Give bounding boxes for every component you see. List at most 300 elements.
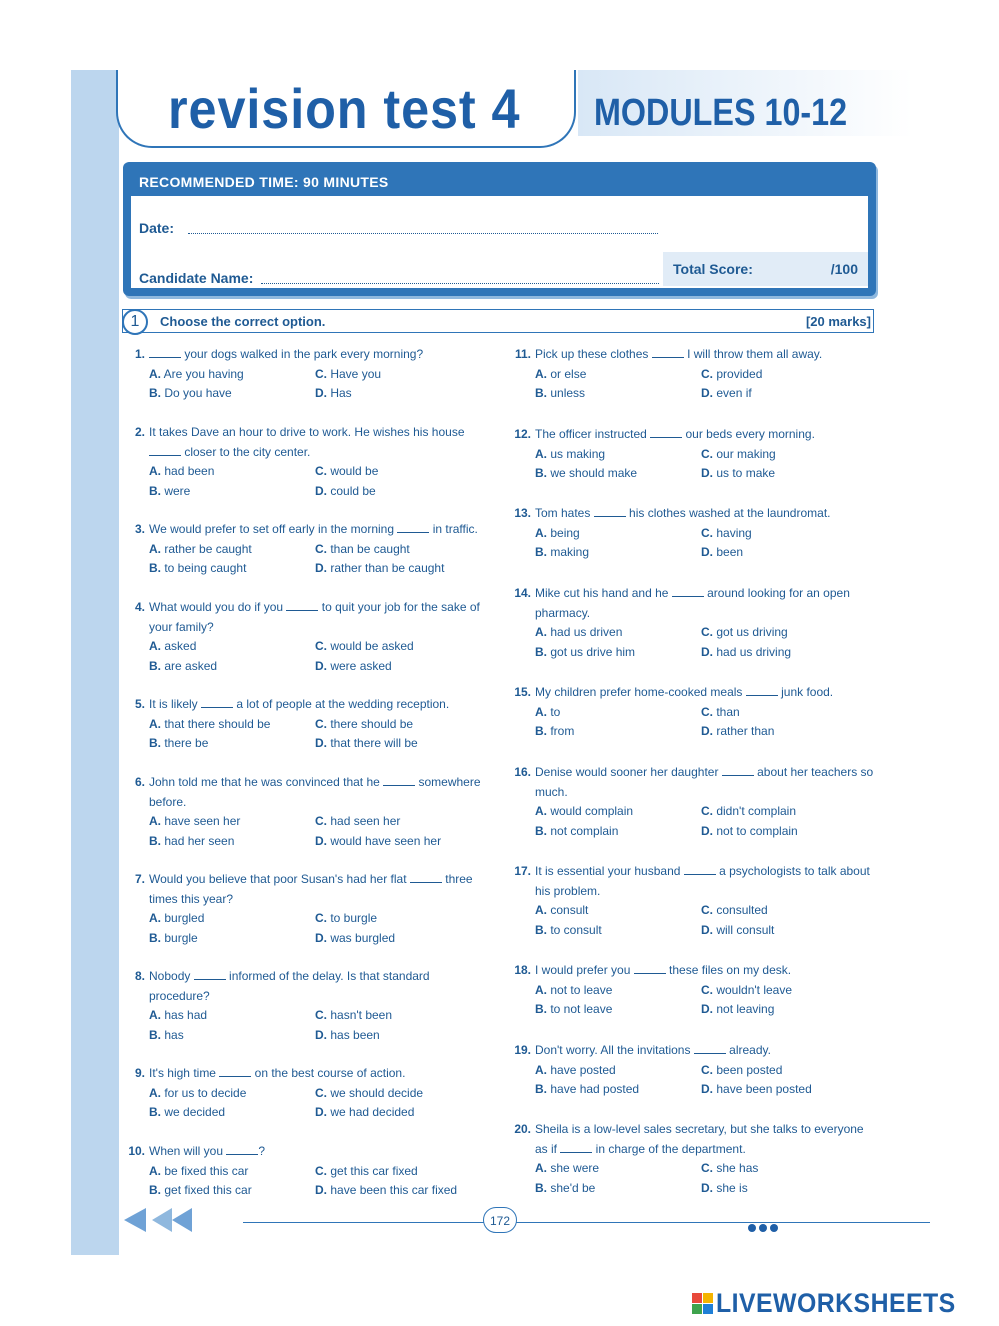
option-c[interactable] xyxy=(701,703,881,723)
option-text: from xyxy=(550,724,575,738)
question-stem xyxy=(535,584,875,623)
option-d[interactable] xyxy=(701,384,881,404)
answer-blank[interactable] xyxy=(746,686,778,696)
option-text: to not leave xyxy=(550,1002,613,1016)
stem-text-after: in traffic. xyxy=(429,522,478,536)
option-text: to xyxy=(550,704,561,719)
answer-blank[interactable] xyxy=(397,523,429,533)
stem-text-before: Nobody xyxy=(149,969,194,983)
option-d[interactable] xyxy=(701,722,881,742)
stem-text-after: your dogs walked in the park every morning? xyxy=(181,347,424,361)
option-c[interactable] xyxy=(701,524,881,544)
option-c[interactable] xyxy=(701,1061,881,1081)
option-a[interactable] xyxy=(149,1084,315,1104)
option-letter: D. xyxy=(701,823,713,838)
option-c[interactable] xyxy=(701,623,881,643)
option-text: had been xyxy=(164,464,215,478)
option-text: burgled xyxy=(164,911,205,925)
option-text: there should be xyxy=(330,716,414,731)
option-b[interactable] xyxy=(149,1181,315,1201)
option-letter: D. xyxy=(315,833,327,848)
options-grid xyxy=(535,1061,881,1100)
question-number: 10. xyxy=(128,1144,145,1158)
option-letter: B. xyxy=(149,561,161,575)
option-c[interactable] xyxy=(315,1006,495,1026)
question-2 xyxy=(134,423,495,501)
option-text: would be asked xyxy=(330,639,414,653)
question-number: 1. xyxy=(134,347,145,361)
question-number: 4. xyxy=(134,600,145,614)
options-grid xyxy=(535,802,881,841)
option-d[interactable] xyxy=(701,1179,881,1199)
answer-blank[interactable] xyxy=(226,1145,258,1155)
option-letter: C. xyxy=(315,911,327,925)
candidate-name-field[interactable] xyxy=(261,283,659,284)
question-12 xyxy=(514,425,881,484)
answer-blank[interactable] xyxy=(383,776,415,786)
question-stem xyxy=(149,598,489,637)
option-letter: C. xyxy=(315,1008,327,1022)
option-c[interactable] xyxy=(315,812,495,832)
stem-text-before: Mike cut his hand and he xyxy=(535,586,672,600)
option-text: would have seen her xyxy=(330,833,442,848)
question-20 xyxy=(514,1120,881,1198)
option-b[interactable] xyxy=(535,643,701,663)
option-d[interactable] xyxy=(315,929,495,949)
option-d[interactable] xyxy=(701,1080,881,1100)
option-text: that there should be xyxy=(164,716,271,731)
option-a[interactable] xyxy=(149,715,315,735)
option-text: get this car fixed xyxy=(330,1163,418,1178)
option-letter: D. xyxy=(701,922,713,937)
option-d[interactable] xyxy=(315,482,495,502)
stem-text-after: informed of the delay. Is that standard procedure? xyxy=(149,969,430,1003)
option-b[interactable] xyxy=(535,384,701,404)
option-a[interactable] xyxy=(149,1006,315,1026)
stem-text-before: It's high time xyxy=(149,1066,220,1080)
stem-text-before: Denise would sooner her daughter xyxy=(535,765,722,779)
option-letter: B. xyxy=(149,658,161,673)
options-grid xyxy=(149,909,495,948)
stem-text-after: about her teachers so much. xyxy=(535,765,874,799)
option-text: had seen her xyxy=(330,814,401,828)
option-letter: B. xyxy=(149,1027,161,1042)
option-a[interactable] xyxy=(149,812,315,832)
option-b[interactable] xyxy=(149,1103,315,1123)
option-text: not to leave xyxy=(550,982,613,997)
option-d[interactable] xyxy=(315,1103,495,1123)
modules-label: MODULES 10-12 xyxy=(594,92,848,134)
option-text: has been xyxy=(330,1027,380,1042)
option-b[interactable] xyxy=(535,543,701,563)
question-19 xyxy=(514,1041,881,1100)
option-letter: D. xyxy=(315,1027,327,1042)
answer-blank[interactable] xyxy=(410,873,442,883)
options-grid xyxy=(149,1006,495,1045)
option-c[interactable] xyxy=(701,1159,881,1179)
logo-squares-icon xyxy=(692,1293,713,1314)
option-text: could be xyxy=(330,483,376,498)
option-b[interactable] xyxy=(535,822,701,842)
option-letter: B. xyxy=(535,922,547,937)
answer-blank[interactable] xyxy=(201,698,233,708)
question-stem xyxy=(149,520,489,540)
option-a[interactable] xyxy=(535,365,701,385)
option-text: was burgled xyxy=(330,930,396,945)
question-stem xyxy=(535,862,875,901)
question-stem xyxy=(535,345,875,365)
options-grid xyxy=(535,981,881,1020)
question-18 xyxy=(514,961,881,1020)
answer-blank[interactable] xyxy=(219,1067,251,1077)
stem-text-before: It takes Dave an hour to drive to work. He wishes his house xyxy=(149,425,465,439)
section-instruction: Choose the correct option. xyxy=(160,314,326,329)
question-stem xyxy=(535,763,875,802)
option-d[interactable] xyxy=(701,921,881,941)
option-b[interactable] xyxy=(149,832,315,852)
question-stem xyxy=(149,967,489,1006)
option-letter: D. xyxy=(701,1180,713,1195)
option-letter: C. xyxy=(701,625,713,639)
option-text: have had posted xyxy=(550,1082,640,1096)
option-c[interactable] xyxy=(315,715,495,735)
option-text: consulted xyxy=(716,903,768,917)
option-c[interactable] xyxy=(701,981,881,1001)
option-letter: C. xyxy=(315,716,327,731)
option-letter: A. xyxy=(149,366,161,381)
option-text: rather than be caught xyxy=(330,561,445,575)
option-b[interactable] xyxy=(149,482,315,502)
back-arrows-icon xyxy=(122,1206,202,1234)
option-letter: B. xyxy=(535,1002,547,1016)
option-d[interactable] xyxy=(315,559,495,579)
question-7 xyxy=(134,870,495,948)
option-b[interactable] xyxy=(149,929,315,949)
answer-blank[interactable] xyxy=(194,970,226,980)
option-text: us making xyxy=(550,446,606,461)
option-letter: C. xyxy=(315,639,327,653)
options-grid xyxy=(535,1159,881,1198)
option-letter: C. xyxy=(701,366,713,381)
option-letter: C. xyxy=(315,541,327,556)
option-letter: A. xyxy=(149,716,161,731)
option-text: burgle xyxy=(164,930,198,945)
stem-text-after: his clothes washed at the laundromat. xyxy=(625,506,831,520)
option-d[interactable] xyxy=(315,1181,495,1201)
option-text: us to make xyxy=(716,466,776,480)
option-text: she'd be xyxy=(550,1180,596,1195)
option-letter: B. xyxy=(535,466,547,480)
options-grid xyxy=(535,703,881,742)
option-text: to consult xyxy=(550,922,602,937)
question-14 xyxy=(514,584,881,662)
option-a[interactable] xyxy=(149,462,315,482)
answer-blank[interactable] xyxy=(652,348,684,358)
option-d[interactable] xyxy=(701,543,881,563)
option-letter: B. xyxy=(149,1105,161,1119)
option-text: get fixed this car xyxy=(164,1183,252,1197)
option-text: there be xyxy=(164,736,209,750)
question-number: 15. xyxy=(514,685,531,699)
option-d[interactable] xyxy=(701,822,881,842)
option-text: Are you having xyxy=(163,366,244,381)
stem-text-before: It is likely xyxy=(149,697,202,711)
stem-text-after: in charge of the department. xyxy=(592,1141,746,1156)
option-a[interactable] xyxy=(535,623,701,643)
option-text: were xyxy=(164,483,191,498)
option-letter: D. xyxy=(315,1105,327,1119)
option-a[interactable] xyxy=(149,540,315,560)
option-text: that there will be xyxy=(330,736,418,750)
question-stem xyxy=(535,425,875,445)
option-letter: D. xyxy=(315,561,327,575)
option-letter: B. xyxy=(535,545,547,559)
option-letter: C. xyxy=(701,903,713,917)
option-b[interactable] xyxy=(149,384,315,404)
question-number: 14. xyxy=(514,586,531,600)
answer-blank[interactable] xyxy=(149,348,181,358)
option-letter: D. xyxy=(701,545,713,559)
option-text: had her seen xyxy=(164,833,235,848)
question-17 xyxy=(514,862,881,940)
question-1 xyxy=(134,345,495,404)
stem-text-after: already. xyxy=(725,1043,771,1057)
stem-text-before: Don't worry. All the invitations xyxy=(535,1043,694,1057)
answer-blank[interactable] xyxy=(694,1044,726,1054)
options-grid xyxy=(149,540,495,579)
answer-blank[interactable] xyxy=(722,766,754,776)
option-b[interactable] xyxy=(149,734,315,754)
option-text: than be caught xyxy=(330,541,410,556)
option-b[interactable] xyxy=(535,1000,701,1020)
answer-blank[interactable] xyxy=(650,428,682,438)
option-a[interactable] xyxy=(535,703,701,723)
option-text: been xyxy=(716,545,744,559)
question-3 xyxy=(134,520,495,579)
option-letter: D. xyxy=(701,644,713,659)
question-stem xyxy=(149,695,489,715)
page-number: 172 xyxy=(483,1207,517,1233)
option-letter: C. xyxy=(701,982,713,997)
option-b[interactable] xyxy=(535,1179,701,1199)
option-text: didn't complain xyxy=(716,804,797,818)
stem-text-after: I will throw them all away. xyxy=(683,347,823,361)
option-letter: A. xyxy=(535,366,547,381)
option-a[interactable] xyxy=(149,365,315,385)
option-text: had us driving xyxy=(716,644,792,659)
option-letter: C. xyxy=(315,366,327,381)
option-text: have been posted xyxy=(716,1082,812,1096)
question-10 xyxy=(128,1142,495,1201)
option-a[interactable] xyxy=(535,1061,701,1081)
option-d[interactable] xyxy=(701,1000,881,1020)
question-number: 17. xyxy=(514,864,531,878)
option-a[interactable] xyxy=(149,637,315,657)
option-letter: A. xyxy=(535,525,547,540)
left-sidebar-stripe xyxy=(71,70,119,1255)
stem-text-before: The officer instructed xyxy=(535,427,651,441)
option-c[interactable] xyxy=(701,365,881,385)
option-a[interactable] xyxy=(535,445,701,465)
option-text: we should decide xyxy=(330,1085,424,1100)
option-c[interactable] xyxy=(315,637,495,657)
stem-text-after: closer to the city center. xyxy=(181,444,311,459)
option-letter: C. xyxy=(701,704,713,719)
candidate-name-label: Candidate Name: xyxy=(139,270,254,286)
option-a[interactable] xyxy=(535,901,701,921)
option-text: we decided xyxy=(164,1105,226,1119)
answer-blank[interactable] xyxy=(560,1143,592,1153)
answer-blank[interactable] xyxy=(149,446,181,456)
option-d[interactable] xyxy=(315,657,495,677)
option-c[interactable] xyxy=(315,909,495,929)
stem-text-after: three times this year? xyxy=(149,872,473,906)
option-a[interactable] xyxy=(535,981,701,1001)
option-text: would complain xyxy=(550,804,634,818)
option-letter: B. xyxy=(149,736,161,750)
option-d[interactable] xyxy=(701,464,881,484)
stem-text-before: Tom hates xyxy=(535,506,594,520)
option-a[interactable] xyxy=(149,909,315,929)
option-text: consult xyxy=(550,903,589,917)
question-number: 5. xyxy=(134,697,145,711)
total-score-label: Total Score: xyxy=(673,261,753,277)
date-label: Date: xyxy=(139,220,175,236)
stem-text-after: to quit your job for the sake of your family? xyxy=(149,600,480,634)
option-d[interactable] xyxy=(315,384,495,404)
option-text: rather than xyxy=(716,724,775,738)
question-stem xyxy=(535,961,875,981)
option-b[interactable] xyxy=(535,921,701,941)
option-letter: A. xyxy=(149,1008,161,1022)
option-letter: D. xyxy=(701,1082,713,1096)
question-stem xyxy=(149,345,489,365)
option-letter: A. xyxy=(535,903,547,917)
option-letter: D. xyxy=(701,466,713,480)
option-a[interactable] xyxy=(535,524,701,544)
option-letter: D. xyxy=(701,386,713,400)
answer-blank[interactable] xyxy=(684,865,716,875)
option-c[interactable] xyxy=(315,462,495,482)
option-d[interactable] xyxy=(315,1026,495,1046)
option-letter: D. xyxy=(315,658,327,673)
question-stem xyxy=(535,683,875,703)
options-grid xyxy=(149,715,495,754)
liveworksheets-logo xyxy=(692,1288,977,1319)
header-form-area xyxy=(131,196,868,288)
question-number: 18. xyxy=(514,963,531,977)
options-grid xyxy=(149,1084,495,1123)
option-letter: A. xyxy=(535,982,547,997)
stem-text-before: John told me that he was convinced that he xyxy=(149,775,384,789)
option-text: to burgle xyxy=(330,911,378,925)
answer-blank[interactable] xyxy=(672,587,704,597)
option-d[interactable] xyxy=(315,734,495,754)
option-c[interactable] xyxy=(315,540,495,560)
option-letter: B. xyxy=(149,1183,161,1197)
question-4 xyxy=(134,598,495,676)
options-grid xyxy=(149,1162,495,1201)
option-text: unless xyxy=(550,386,586,400)
option-b[interactable] xyxy=(149,1026,315,1046)
stem-text-after: our beds every morning. xyxy=(682,427,815,441)
option-letter: D. xyxy=(315,736,327,750)
question-stem xyxy=(535,1120,875,1159)
option-b[interactable] xyxy=(535,464,701,484)
option-letter: A. xyxy=(535,625,547,639)
date-field[interactable] xyxy=(188,233,658,234)
option-d[interactable] xyxy=(701,643,881,663)
option-text: she were xyxy=(550,1161,600,1175)
options-grid xyxy=(149,462,495,501)
option-text: have been this car fixed xyxy=(330,1183,458,1197)
option-text: Do you have xyxy=(164,386,232,400)
option-text: asked xyxy=(164,639,197,653)
question-13 xyxy=(514,504,881,563)
option-text: we should make xyxy=(550,466,638,480)
question-15 xyxy=(514,683,881,742)
option-letter: A. xyxy=(535,1062,547,1077)
option-letter: B. xyxy=(149,483,161,498)
option-a[interactable] xyxy=(535,1159,701,1179)
option-text: or else xyxy=(550,366,587,381)
option-text: provided xyxy=(716,366,763,381)
section-number: 1 xyxy=(122,309,148,335)
total-score-box xyxy=(663,252,868,286)
option-b[interactable] xyxy=(535,1080,701,1100)
option-text: wouldn't leave xyxy=(716,982,793,997)
question-stem xyxy=(149,773,489,812)
option-letter: D. xyxy=(701,724,713,738)
option-b[interactable] xyxy=(535,722,701,742)
option-c[interactable] xyxy=(315,1162,495,1182)
option-letter: B. xyxy=(149,930,161,945)
answer-blank[interactable] xyxy=(594,507,626,517)
option-b[interactable] xyxy=(149,657,315,677)
stem-text-before: We would prefer to set off early in the morning xyxy=(149,522,398,536)
page-title: revision test 4 xyxy=(168,77,521,140)
option-c[interactable] xyxy=(701,445,881,465)
option-a[interactable] xyxy=(149,1162,315,1182)
stem-text-before: My children prefer home-cooked meals xyxy=(535,685,746,699)
option-letter: B. xyxy=(535,386,547,400)
answer-blank[interactable] xyxy=(286,601,318,611)
question-6 xyxy=(134,773,495,851)
options-grid xyxy=(535,623,881,662)
option-text: making xyxy=(550,545,590,559)
option-a[interactable] xyxy=(535,802,701,822)
option-c[interactable] xyxy=(315,365,495,385)
option-d[interactable] xyxy=(315,832,495,852)
option-c[interactable] xyxy=(701,901,881,921)
stem-text-before: I would prefer you xyxy=(535,963,634,977)
option-b[interactable] xyxy=(149,559,315,579)
option-c[interactable] xyxy=(701,802,881,822)
options-grid xyxy=(149,812,495,851)
stem-text-before: Sheila is a low-level sales secretary, but she talks to everyone as if xyxy=(535,1122,864,1156)
question-number: 8. xyxy=(134,969,145,983)
option-text: Have you xyxy=(330,366,382,381)
answer-blank[interactable] xyxy=(634,964,666,974)
option-letter: D. xyxy=(315,930,327,945)
option-letter: C. xyxy=(315,814,327,828)
option-text: we had decided xyxy=(330,1105,415,1119)
question-number: 9. xyxy=(134,1066,145,1080)
option-c[interactable] xyxy=(315,1084,495,1104)
stem-text-before: Would you believe that poor Susan's had her flat xyxy=(149,872,410,886)
option-text: she has xyxy=(716,1161,759,1175)
option-text: having xyxy=(716,525,752,540)
